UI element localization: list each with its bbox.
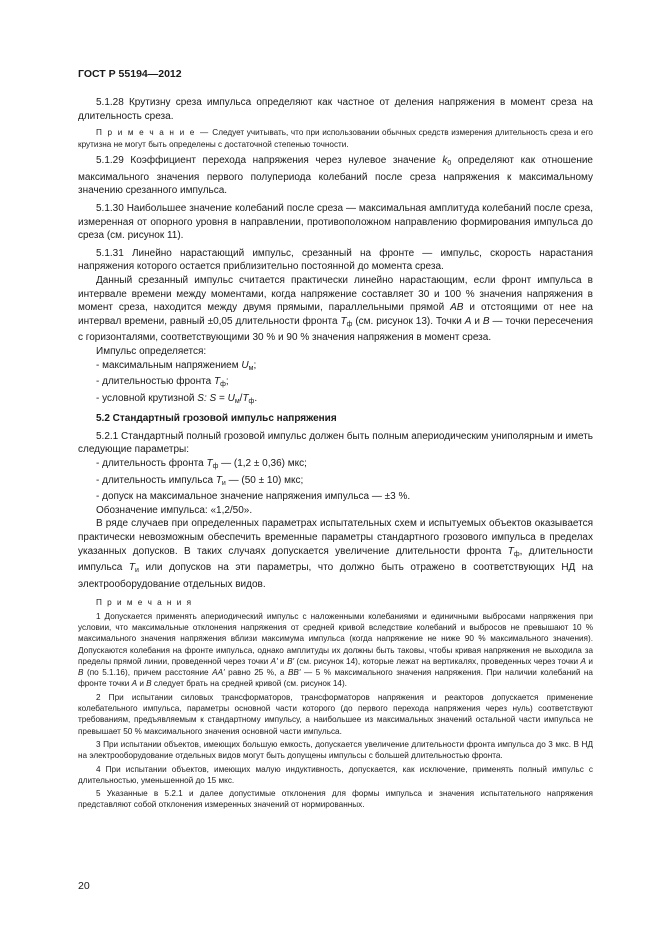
li3-eq: = — [216, 392, 228, 404]
pcases-c: или допусков на эти параметры, что должно быть отражено в соответствующих НД на электрооборудование отдельных видов. — [78, 562, 594, 590]
n1-a: 1 Допускается применять апериодический импульс с наложенными колебаниями и единичными выбросами напряжения при условии, что максимальные отклонения напряжения от средней кривой вследствие колебаний и выбросов не превышают 10 % максимального значения напряжения вблизи максимума импульса (когда напряжение не ниже 90 % максимального значения). Допускаются колебания на фронте импульса, однако амплитуды их должны быть таковы, чтобы кривая напряжения не выходила за пределы прямой линии, проведенной через точки — [78, 611, 593, 666]
symbol-u: U — [241, 359, 249, 371]
symbol-t: T — [340, 315, 347, 327]
list-item-front — [78, 457, 593, 474]
symbol-t-sub: ф — [513, 550, 520, 558]
n1-e: — 5 % максимального значения напряжения. При наличии колебаний на фронте точки — [78, 668, 593, 689]
line-ab: AB — [450, 302, 464, 314]
point-a-prime: A' — [270, 656, 278, 666]
symbol-t: T — [507, 545, 514, 557]
paragraph-5-1-30: 5.1.30 Наибольшее значение колебаний после среза — максимальная амплитуда колебаний после среза, измеренная от опорного уровня в направлении, противоположном направлению формирования импульса до среза (см. рисунок 11). — [78, 202, 593, 242]
li1-a: - максимальным напряжением — [96, 359, 242, 371]
list-item-max-voltage — [78, 359, 593, 376]
section-heading-5-2: 5.2 Стандартный грозовой импульс напряжения — [96, 413, 337, 425]
note-5-1-28 — [78, 127, 593, 150]
note-text: Следует учитывать, что при использовании обычных средств измерения длительность среза и его крутизна не могут быть определены с достаточной степенью точности. — [78, 128, 593, 149]
list-item-slope — [78, 392, 593, 409]
symbol-u-sub: м — [248, 364, 254, 372]
n1-and2: и — [586, 656, 594, 666]
symbol-t: T — [128, 562, 135, 574]
note-1 — [78, 611, 593, 690]
pcases-b: , длительности импульса — [78, 545, 593, 574]
symbol-u: U — [227, 392, 235, 404]
symbol-t-sub: ф — [220, 381, 226, 389]
n1-f: следует брать на средней кривой (см. рисунок 14). — [151, 679, 347, 689]
li2-b: ; — [225, 376, 229, 388]
paragraph-5-2-1: 5.2.1 Стандартный полный грозовой импульс должен быть полным апериодическим униполярным и иметь следующие параметры: — [78, 430, 593, 456]
point-b: B — [146, 679, 152, 689]
l2-a: - длительность импульса — [96, 474, 216, 486]
point-b: B — [78, 668, 84, 678]
symbol-t: T — [213, 376, 221, 388]
page-header: ГОСТ Р 55194—2012 — [78, 68, 182, 80]
symbol-k-sub: 0 — [447, 160, 452, 168]
pcut-c: (см. рисунок 13). Точки — [352, 315, 465, 327]
symbol-t: T — [215, 474, 222, 486]
note-5: 5 Указанные в 5.2.1 и далее допустимые отклонения для формы импульса и значения испытательного напряжения представляют собой отклонения измеренных значений от нормированных. — [78, 789, 593, 810]
symbol-u-sub: м — [234, 397, 240, 405]
n1-and3: и — [137, 679, 147, 689]
p5129-text-b: определяют как отношение максимального значения первого полупериода колебаний после среза напряжения к максимальному значению срезанного импульса. — [78, 155, 593, 197]
li2-a: - длительностью фронта — [96, 376, 214, 388]
list-item-impulse — [78, 474, 593, 491]
symbol-s: S: S — [197, 392, 217, 404]
point-b: B — [482, 315, 490, 327]
symbol-k: k — [442, 155, 448, 167]
note-2: 2 При испытании силовых трансформаторов, трансформаторов напряжения и реакторов допускается применение колебательного импульса, параметры основной части которого (до первого перехода напряжения через нуль) соответствуют требованиям, предъявляемым к стандартному импульсу, а наибольшее из максимальных значений остальной части импульса не превышает 50 % максимального значения основной части импульса. — [78, 692, 593, 736]
notes-label-text: П р и м е ч а н и я — [96, 598, 193, 608]
note-4: 4 При испытании объектов, имеющих малую индуктивность, допускается, как исключение, применять полный импульс с длительностью, уменьшенной до 15 мкс. — [78, 764, 593, 785]
impulse-designation: Обозначение импульса: «1,2/50». — [96, 504, 253, 516]
li3-slash: / — [239, 392, 243, 404]
l1-a: - длительность фронта — [96, 458, 207, 470]
l2-b: — (50 ± 10) мкс; — [225, 474, 304, 486]
point-a: A — [131, 679, 138, 689]
pcases-a: В ряде случаев при определенных параметрах испытательных схем и испытуемых объектов оказывается практически невозможным обеспечить временные параметры стандартного грозового импульса в пределах указанных допусков. В таких случаях допускается увеличение длительности фронта — [78, 518, 593, 557]
n1-b: (см. рисунок 14), которые лежат на вертикалях, проведенных через точки — [294, 656, 581, 666]
note-label: П р и м е ч а н и е — — [96, 128, 210, 138]
n1-c: (по 5.1.16), причем расстояние — [83, 668, 213, 678]
pcut-e: — точки пересечения с горизонталями, соответствующими 30 % и 90 % значения напряжения в момент среза. — [78, 315, 593, 344]
paragraph-5-1-29 — [78, 154, 593, 198]
p5129-text-a: 5.1.29 Коэффициент перехода напряжения через нулевое значение — [96, 155, 443, 167]
point-a: A — [580, 656, 587, 666]
note-3: 3 При испытании объектов, имеющих большую емкость, допускается увеличение длительности фронта импульса до 3 мкс. В НД на электрооборудование отдельных видов могут быть допущены импульсы с большей длительностью фронта. — [78, 739, 593, 761]
point-b-prime: B' — [287, 656, 295, 666]
notes-block — [78, 597, 593, 810]
segment-bb: BB' — [287, 668, 301, 678]
notes-label — [78, 597, 593, 608]
segment-aa: AA' — [212, 668, 225, 678]
pcut-a: Данный срезанный импульс считается практически линейно нарастающим, если фронт импульса в интервале времени между моментами, когда напряжение составляет 30 и 100 % значения напряжения в момент среза, находится между двумя прямыми, параллельными прямой — [78, 274, 593, 314]
symbol-t-sub: ф — [212, 463, 219, 471]
page-content — [78, 96, 593, 811]
paragraph-defined: Импульс определяется: — [96, 345, 207, 357]
li3-b: . — [254, 392, 258, 404]
n1-and: и — [277, 656, 288, 666]
symbol-t-sub: и — [134, 567, 139, 575]
l1-b: — (1,2 ± 0,36) мкс; — [218, 458, 307, 470]
symbol-t-sub: ф — [346, 320, 353, 328]
list-item-tolerance: - допуск на максимальное значение напряжения импульса — ±3 %. — [96, 491, 411, 503]
n1-d: равно 25 %, а — [224, 668, 288, 678]
pcut-d: и — [471, 315, 483, 327]
paragraph-cases — [78, 517, 593, 591]
symbol-t: T — [242, 392, 249, 404]
list-item-front-duration — [78, 375, 593, 392]
point-a: A — [464, 315, 472, 327]
page-number: 20 — [78, 880, 90, 892]
pcut-b: и отстоящими от нее на интервал времени, равный ±0,05 длительности фронта — [78, 302, 593, 327]
li3-a: - условной крутизной — [96, 392, 198, 404]
paragraph-5-1-28: 5.1.28 Крутизну среза импульса определяют как частное от деления напряжения в момент среза на длительность среза. — [78, 97, 593, 122]
symbol-t-sub: ф — [248, 397, 255, 405]
li1-b: ; — [253, 359, 257, 371]
symbol-t: T — [206, 458, 213, 470]
paragraph-cut-impulse — [78, 274, 593, 345]
symbol-t-sub: и — [221, 479, 226, 487]
paragraph-5-1-31: 5.1.31 Линейно нарастающий импульс, срезанный на фронте — импульс, скорость нарастания напряжения которого остается приблизительно постоянной до момента среза. — [78, 247, 593, 273]
